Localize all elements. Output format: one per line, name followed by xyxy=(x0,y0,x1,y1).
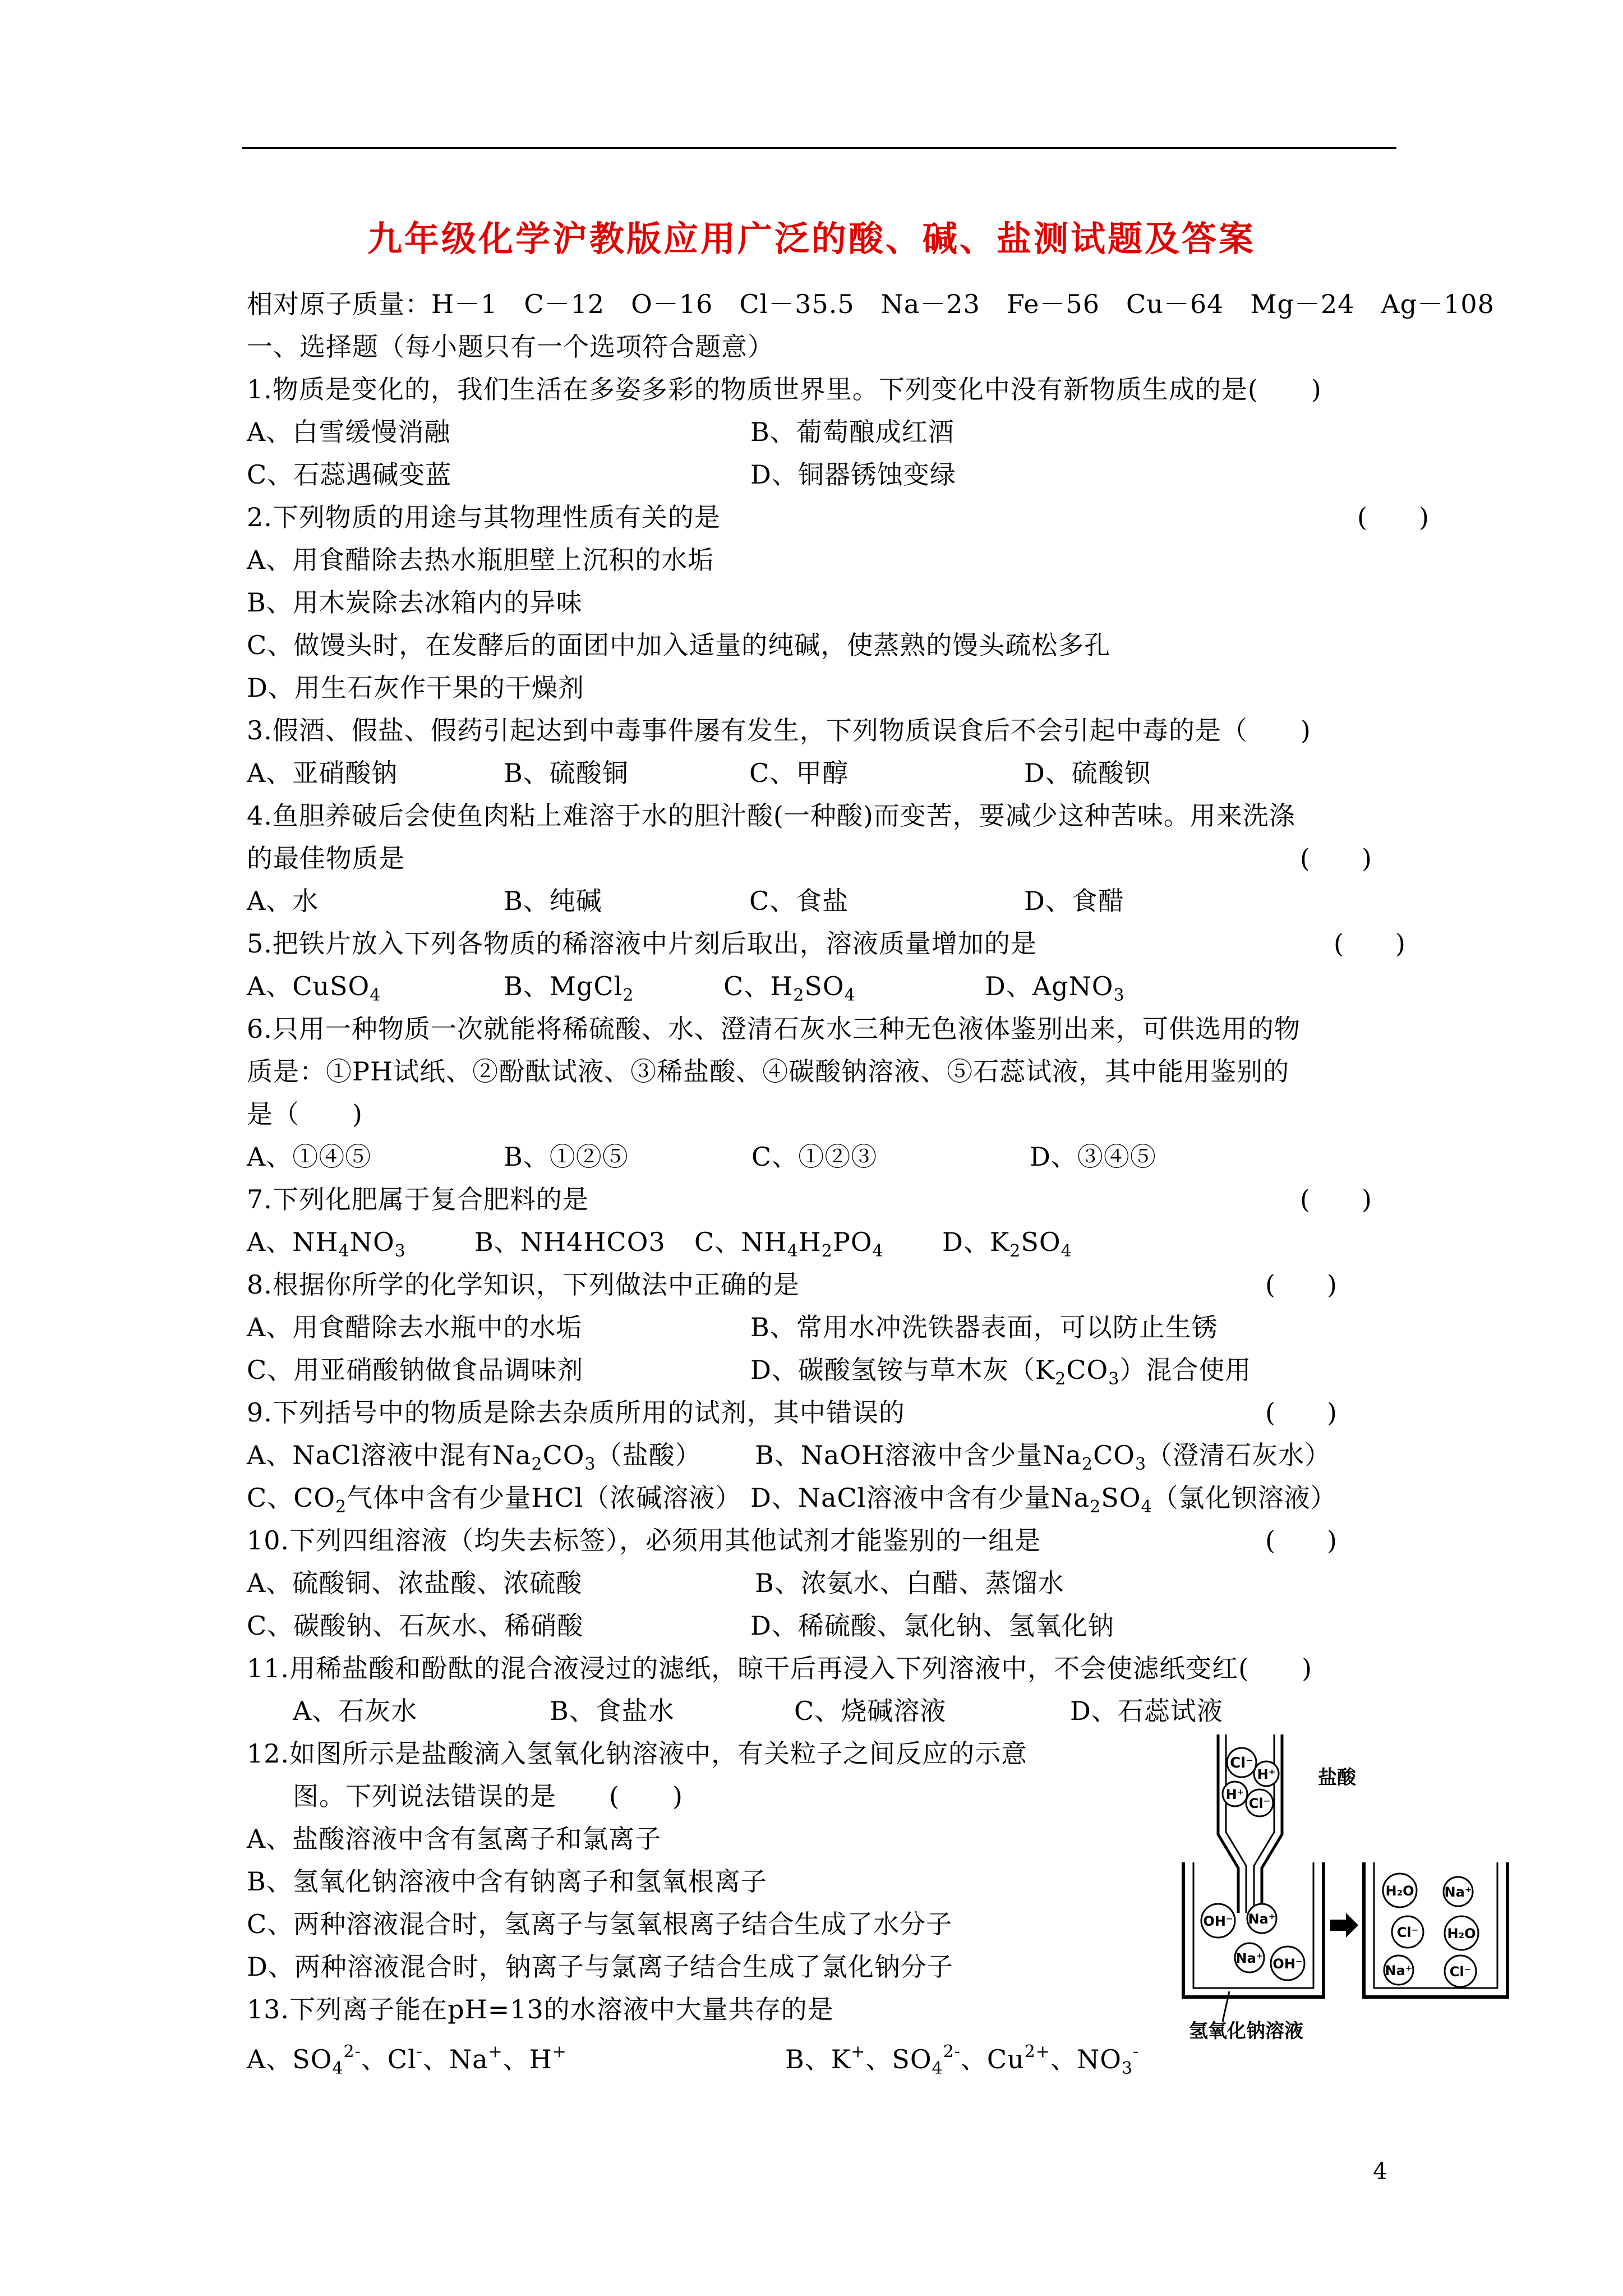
q7-option-b: B、NH4HCO3 xyxy=(474,1227,666,1257)
svg-text:H₂O: H₂O xyxy=(1385,1883,1414,1899)
svg-text:Na⁺: Na⁺ xyxy=(1385,1963,1413,1978)
q11-option-d: D、石蕊试液 xyxy=(1070,1696,1223,1726)
atomic-masses: 相对原子质量：H－1 C－12 O－16 Cl－35.5 Na－23 Fe－56 Cu－64 Mg－24 Ag－108 xyxy=(247,289,1495,319)
q5-option-a: A、CuSO$_4$ xyxy=(247,971,381,1005)
svg-text:Cl⁻: Cl⁻ xyxy=(1248,1796,1271,1811)
q12-option-d: D、两种溶液混合时，钠离子与氯离子结合生成了氯化钠分子 xyxy=(247,1952,953,1982)
q1-option-c: C、石蕊遇碱变蓝 xyxy=(247,459,452,490)
q10-answer-paren: ( ) xyxy=(1265,1525,1337,1556)
q12-stem-line2: 图。下列说法错误的是 ( ) xyxy=(293,1781,683,1811)
q1-stem: 1.物质是变化的，我们生活在多姿多彩的物质世界里。下列变化中没有新物质生成的是( ) xyxy=(247,374,1322,404)
q8-answer-paren: ( ) xyxy=(1265,1269,1337,1300)
q7-option-d: D、$K_2SO_4$ xyxy=(942,1227,1072,1261)
svg-text:Na⁺: Na⁺ xyxy=(1235,1950,1264,1966)
q8-option-a: A、用食醋除去水瓶中的水垢 xyxy=(247,1312,583,1342)
q4-stem-line2: 的最佳物质是 xyxy=(247,843,405,873)
q11-option-c: C、烧碱溶液 xyxy=(794,1696,947,1726)
q9-stem: 9.下列括号中的物质是除去杂质所用的试剂，其中错误的 xyxy=(247,1397,905,1428)
q9-option-b: B、NaOH溶液中含少量$Na_2CO_3$（澄清石灰水） xyxy=(755,1440,1331,1474)
q3-option-c: C、甲醇 xyxy=(749,758,849,788)
q7-option-a: A、$NH_4NO_3$ xyxy=(247,1227,406,1261)
q10-option-b: B、浓氨水、白醋、蒸馏水 xyxy=(755,1568,1064,1598)
q10-option-d: D、稀硫酸、氯化钠、氢氧化钠 xyxy=(750,1611,1114,1641)
q5-option-d: D、AgNO$_3$ xyxy=(985,971,1125,1005)
q4-option-a: A、水 xyxy=(247,886,319,916)
q3-stem: 3.假酒、假盐、假药引起达到中毒事件屡有发生，下列物质误食后不会引起中毒的是（ ) xyxy=(247,715,1311,746)
q10-stem: 10.下列四组溶液（均失去标签），必须用其他试剂才能鉴别的一组是 xyxy=(247,1525,1041,1556)
svg-text:Cl⁻: Cl⁻ xyxy=(1230,1755,1253,1772)
q1-option-d: D、铜器锈蚀变绿 xyxy=(750,459,956,490)
reaction-arrow-icon xyxy=(1330,1913,1358,1938)
q10-option-a: A、硫酸铜、浓盐酸、浓硫酸 xyxy=(247,1568,583,1598)
svg-text:Cl⁻: Cl⁻ xyxy=(1449,1964,1472,1980)
q8-option-b: B、常用水冲洗铁器表面，可以防止生锈 xyxy=(750,1312,1218,1342)
base-ions xyxy=(1201,1904,1304,1980)
q2-option-c: C、做馒头时，在发酵后的面团中加入适量的纯碱，使蒸熟的馒头疏松多孔 xyxy=(247,630,1111,660)
q4-option-d: D、食醋 xyxy=(1024,886,1124,916)
q11-stem: 11.用稀盐酸和酚酞的混合液浸过的滤纸，晾干后再浸入下列溶液中，不会使滤纸变红( ) xyxy=(247,1653,1313,1683)
q6-option-c: C、①②③ xyxy=(751,1142,878,1172)
q9-option-d: D、NaCl溶液中含有少量$Na_2SO_4$（氯化钡溶液） xyxy=(750,1483,1337,1517)
q6-stem-line3: 是（ ) xyxy=(247,1099,363,1129)
q1-option-b: B、葡萄酿成红酒 xyxy=(750,417,955,447)
q3-option-a: A、亚硝酸钠 xyxy=(247,758,398,788)
section-heading: 一、选择题（每小题只有一个选项符合题意） xyxy=(247,332,774,362)
q2-option-b: B、用木炭除去冰箱内的异味 xyxy=(247,587,583,618)
svg-text:H⁺: H⁺ xyxy=(1225,1787,1244,1802)
ion-reaction-diagram xyxy=(1178,1728,1514,2042)
document-title: 九年级化学沪教版应用广泛的酸、碱、盐测试题及答案 xyxy=(367,218,1256,259)
header-rule xyxy=(242,147,1396,149)
q13-stem: 13.下列离子能在pH=13的水溶液中大量共存的是 xyxy=(247,1994,834,2024)
acid-label: 盐酸 xyxy=(1318,1766,1356,1789)
q2-answer-paren: ( ) xyxy=(1357,502,1429,532)
page-number: 4 xyxy=(1373,2159,1387,2184)
q4-stem-line1: 4.鱼胆养破后会使鱼肉粘上难溶于水的胆汁酸(一种酸)而变苦，要减少这种苦味。用来洗涤 xyxy=(247,800,1295,831)
q2-option-a: A、用食醋除去热水瓶胆壁上沉积的水垢 xyxy=(247,545,714,575)
q12-option-b: B、氢氧化钠溶液中含有钠离子和氢氧根离子 xyxy=(247,1866,767,1897)
q9-answer-paren: ( ) xyxy=(1265,1397,1337,1428)
q8-stem: 8.根据你所学的化学知识，下列做法中正确的是 xyxy=(247,1269,800,1300)
svg-text:OH⁻: OH⁻ xyxy=(1203,1913,1233,1929)
q12-option-c: C、两种溶液混合时，氢离子与氢氧根离子结合生成了水分子 xyxy=(247,1909,953,1939)
q5-stem: 5.把铁片放入下列各物质的稀溶液中片刻后取出，溶液质量增加的是 xyxy=(247,928,1037,959)
q7-stem: 7.下列化肥属于复合肥料的是 xyxy=(247,1184,589,1214)
q11-option-a: A、石灰水 xyxy=(293,1696,418,1726)
q11-option-b: B、食盐水 xyxy=(550,1696,675,1726)
q6-option-b: B、①②⑤ xyxy=(504,1142,629,1172)
q6-option-d: D、③④⑤ xyxy=(1030,1142,1156,1172)
q4-option-c: C、食盐 xyxy=(749,886,849,916)
svg-text:H₂O: H₂O xyxy=(1447,1926,1476,1941)
q4-option-b: B、纯碱 xyxy=(504,886,602,916)
acid-ions xyxy=(1223,1748,1279,1816)
q2-stem: 2.下列物质的用途与其物理性质有关的是 xyxy=(247,502,721,532)
q6-stem-line1: 6.只用一种物质一次就能将稀硫酸、水、澄清石灰水三种无色液体鉴别出来，可供选用的物 xyxy=(247,1014,1301,1044)
q7-answer-paren: ( ) xyxy=(1300,1184,1372,1214)
q9-option-c: C、$CO_2$气体中含有少量HCl（浓碱溶液） xyxy=(247,1483,742,1517)
q10-option-c: C、碳酸钠、石灰水、稀硝酸 xyxy=(247,1611,584,1641)
q7-option-c: C、$NH_4H_2PO_4$ xyxy=(694,1227,884,1261)
svg-text:OH⁻: OH⁻ xyxy=(1272,1956,1303,1972)
q2-option-d: D、用生石灰作干果的干燥剂 xyxy=(247,673,584,703)
q5-option-c: C、$H_2SO_4$ xyxy=(723,971,856,1005)
svg-text:Na⁺: Na⁺ xyxy=(1444,1884,1472,1900)
svg-text:Cl⁻: Cl⁻ xyxy=(1396,1925,1419,1940)
q9-option-a: A、NaCl溶液中混有$Na_2CO_3$（盐酸） xyxy=(247,1440,702,1474)
q8-option-d: D、碳酸氢铵与草木灰$(K_2CO_3)$混合使用 xyxy=(750,1355,1252,1389)
svg-text:Na⁺: Na⁺ xyxy=(1248,1911,1276,1927)
q8-option-c: C、用亚硝酸钠做食品调味剂 xyxy=(247,1355,584,1385)
base-label: 氢氧化钠溶液 xyxy=(1189,2020,1303,2042)
q3-option-d: D、硫酸钡 xyxy=(1024,758,1151,788)
q3-option-b: B、硫酸铜 xyxy=(504,758,629,788)
q1-option-a: A、白雪缓慢消融 xyxy=(247,417,451,447)
product-particles xyxy=(1383,1874,1478,1987)
q12-option-a: A、盐酸溶液中含有氢离子和氯离子 xyxy=(247,1824,662,1854)
svg-text:H⁺: H⁺ xyxy=(1257,1766,1276,1782)
q4-answer-paren: ( ) xyxy=(1300,843,1372,873)
q12-stem-line1: 12.如图所示是盐酸滴入氢氧化钠溶液中，有关粒子之间反应的示意 xyxy=(247,1738,1028,1769)
q5-option-b: B、MgCl$_2$ xyxy=(504,971,634,1005)
q13-option-a: A、$SO_4^{2-}$、Cl-、Na+、H+ xyxy=(247,2042,567,2078)
q6-stem-line2: 质是：①PH试纸、②酚酞试液、③稀盐酸、④碳酸钠溶液、⑤石蕊试液，其中能用鉴别的 xyxy=(247,1056,1290,1087)
q6-option-a: A、①④⑤ xyxy=(247,1142,372,1172)
q5-answer-paren: ( ) xyxy=(1334,928,1405,959)
q13-option-b: B、K+、$SO_4^{2-}$、$Cu^{2+}$、$NO_3^-$ xyxy=(785,2042,1140,2078)
